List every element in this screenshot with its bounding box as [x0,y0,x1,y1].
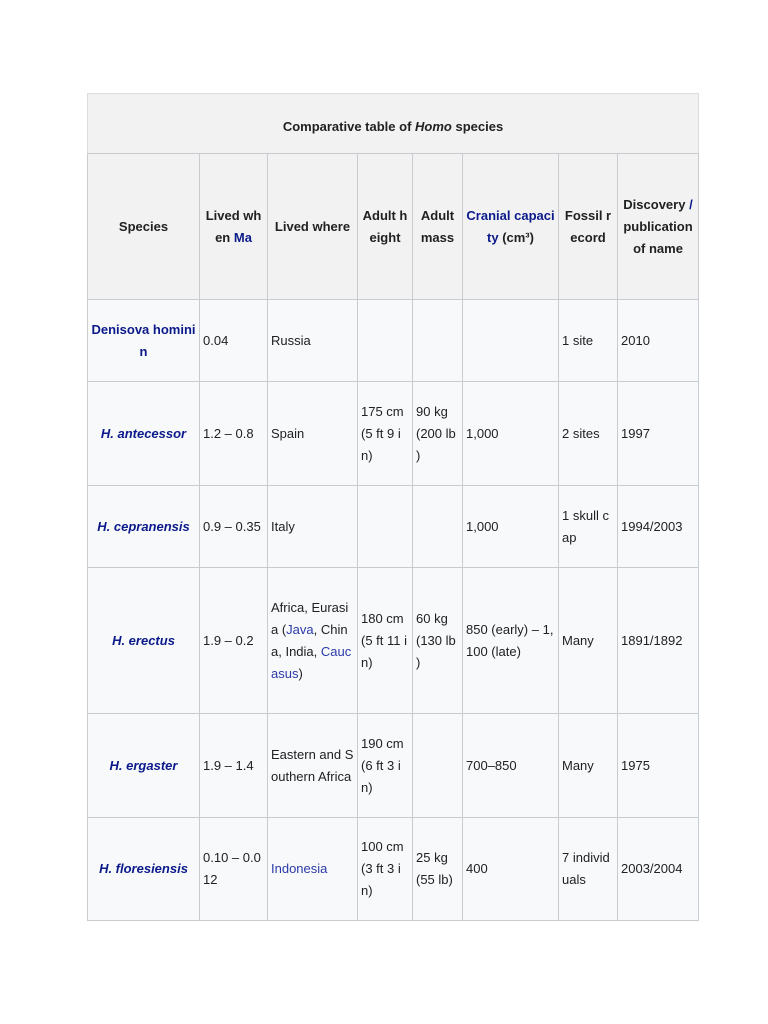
species-link-floresiensis[interactable]: H. floresiensis [99,861,188,876]
lived-when-cell: 1.2 – 0.8 [200,382,268,486]
species-cell [88,818,200,921]
fossil-cell: Many [559,568,618,714]
java-link[interactable]: Java [286,621,314,637]
cranial-unit: (cm³) [498,229,534,245]
lived-where-cell: Italy [268,486,358,568]
height-cell: 100 cm (3 ft 3 in) [358,818,413,921]
mass-cell [413,714,463,818]
species-cell [88,300,200,382]
species-link-antecessor[interactable]: H. antecessor [100,425,187,441]
table-row [88,714,699,818]
discovery-cell: 1891/1892 [618,568,699,714]
cranial-cell: 1,000 [463,382,559,486]
cranial-cell: 400 [463,818,559,921]
caucasus-link[interactable]: Caucasus [271,643,352,681]
table-row [88,486,699,568]
caption-italic: Homo [415,119,452,134]
caption-prefix: Comparative table of [282,119,416,134]
species-link-cepranensis[interactable]: H. cepranensis [97,518,190,534]
mass-cell: 25 kg (55 lb) [413,818,463,921]
discovery-link[interactable]: / [685,196,693,212]
header-cranial-capacity [463,154,559,300]
fossil-cell: Many [559,714,618,818]
discovery-cell: 2010 [618,300,699,382]
species-link-ergaster[interactable]: H. ergaster [109,757,178,773]
fossil-cell: 1 skull cap [559,486,618,568]
species-cell [88,568,200,714]
header-lived-when-text: Lived when [205,207,262,245]
where-text: ) [298,665,303,681]
header-lived-when [200,154,268,300]
mass-cell: 90 kg (200 lb ) [413,382,463,486]
discovery-cell: 1975 [618,714,699,818]
height-cell [358,486,413,568]
indonesia-link[interactable]: Indonesia [271,861,328,876]
species-link-erectus[interactable]: H. erectus [112,632,175,648]
header-species: Species [88,154,200,300]
discovery-cell: 1994/2003 [618,486,699,568]
where-text: Africa, Eurasia ( [271,599,349,637]
table-row [88,382,699,486]
height-cell: 190 cm (6 ft 3 in) [358,714,413,818]
cranial-cell [463,300,559,382]
header-lived-where: Lived where [268,154,358,300]
height-cell: 175 cm (5 ft 9 in) [358,382,413,486]
table-row [88,568,699,714]
header-adult-height: Adult height [358,154,413,300]
lived-where-cell: Russia [268,300,358,382]
species-link-denisova[interactable]: Denisova hominin [91,321,196,359]
ma-link[interactable]: Ma [233,229,252,245]
height-cell: 180 cm (5 ft 11 in) [358,568,413,714]
species-cell [88,486,200,568]
height-cell [358,300,413,382]
mass-cell [413,486,463,568]
header-discovery-text: Discovery [623,196,686,212]
lived-when-cell: 0.04 [200,300,268,382]
homo-species-table [87,93,699,921]
fossil-cell: 2 sites [559,382,618,486]
mass-cell: 60 kg (130 lb ) [413,568,463,714]
mass-cell [413,300,463,382]
fossil-cell: 7 individuals [559,818,618,921]
header-row [88,154,699,300]
lived-where-cell: Eastern and Southern Africa [268,714,358,818]
lived-where-cell: Spain [268,382,358,486]
discovery-cell: 2003/2004 [618,818,699,921]
cranial-cell: 850 (early) – 1,100 (late) [463,568,559,714]
cranial-cell: 1,000 [463,486,559,568]
cranial-cell: 700–850 [463,714,559,818]
table-row [88,818,699,921]
header-adult-mass: Adult mass [413,154,463,300]
species-table-wrapper [87,93,698,921]
species-cell [88,382,200,486]
lived-where-cell [268,568,358,714]
header-fossil-record: Fossil record [559,154,618,300]
species-cell [88,714,200,818]
fossil-cell: 1 site [559,300,618,382]
lived-when-cell: 1.9 – 0.2 [200,568,268,714]
lived-when-cell: 0.10 – 0.012 [200,818,268,921]
lived-when-cell: 0.9 – 0.35 [200,486,268,568]
where-text: , China, India, [271,621,348,659]
lived-when-cell: 1.9 – 1.4 [200,714,268,818]
caption-suffix: species [451,119,504,134]
cranial-capacity-link[interactable]: Cranial capacity [466,207,555,245]
table-row [88,300,699,382]
table-caption [87,93,699,153]
header-discovery [618,154,699,300]
lived-where-cell [268,818,358,921]
header-publication-text: publication of name [623,218,693,256]
discovery-cell: 1997 [618,382,699,486]
